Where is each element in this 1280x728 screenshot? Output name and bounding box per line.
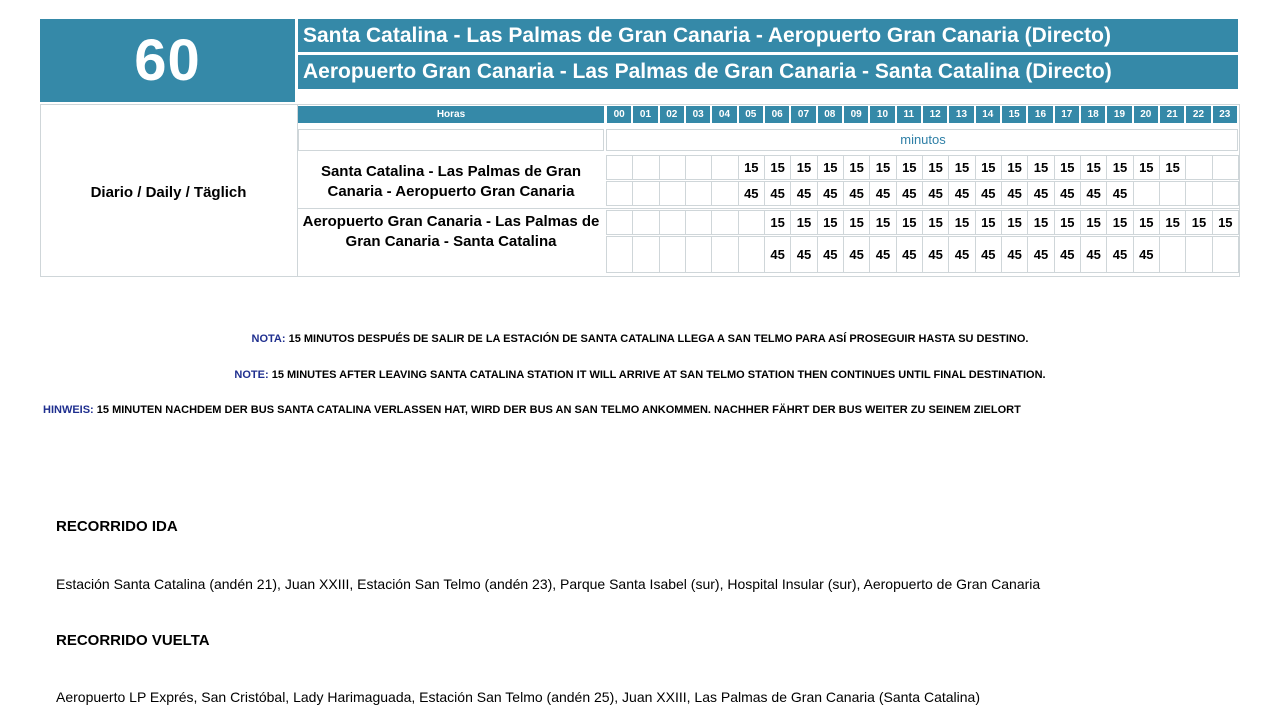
- minute-cell: 15: [922, 210, 949, 235]
- hour-cell-17: 17: [1055, 106, 1079, 123]
- minute-cell: 15: [790, 210, 817, 235]
- minute-cell: 45: [817, 181, 844, 206]
- minute-cell: [606, 181, 633, 206]
- note-es: [0, 333, 1280, 345]
- minute-cell: [685, 236, 712, 273]
- minute-cell: 15: [869, 155, 896, 180]
- note-text: 15 MINUTEN NACHDEM DER BUS SANTA CATALINA VERLASSEN HAT, WIRD DER BUS AN SAN TELMO ANKOMMEN. NACHHER FÄHRT DER BUS WEITER ZU SEINEM ZIELORT: [93, 404, 1021, 416]
- minute-cell: 15: [1001, 155, 1028, 180]
- header-spacer: [298, 129, 604, 151]
- minute-cell: 15: [1080, 210, 1107, 235]
- hour-cell-14: 14: [976, 106, 1000, 123]
- minute-cell: [738, 236, 765, 273]
- minute-cell: 45: [1080, 181, 1107, 206]
- minute-cell: [711, 181, 738, 206]
- direction-label-outbound: Santa Catalina - Las Palmas de Gran Canaria - Aeropuerto Gran Canaria: [320, 163, 582, 200]
- minute-cell: [606, 155, 633, 180]
- minute-cell: [1159, 181, 1186, 206]
- minute-cell: 45: [896, 181, 923, 206]
- recorrido-vuelta-title: RECORRIDO VUELTA: [56, 632, 210, 649]
- route-title-return: Aeropuerto Gran Canaria - Las Palmas de Gran Canaria - Santa Catalina (Directo): [298, 55, 1238, 89]
- minute-cell: 45: [817, 236, 844, 273]
- minute-cell: 15: [1054, 155, 1081, 180]
- minute-cell: 15: [764, 210, 791, 235]
- note-label: NOTE:: [234, 369, 269, 381]
- minute-cell: 45: [869, 236, 896, 273]
- hour-cell-22: 22: [1186, 106, 1210, 123]
- minute-cell: [711, 155, 738, 180]
- minute-cell: 15: [1185, 210, 1212, 235]
- day-label: Diario / Daily / Täglich: [90, 184, 247, 201]
- minute-cell: [711, 210, 738, 235]
- minute-cell: 15: [1054, 210, 1081, 235]
- minute-cell: [1212, 181, 1239, 206]
- minute-cell: 15: [843, 155, 870, 180]
- minute-cell: 45: [738, 181, 765, 206]
- minute-cell: 15: [1001, 210, 1028, 235]
- minute-cell: [659, 181, 686, 206]
- minute-cell: [685, 210, 712, 235]
- hour-cell-21: 21: [1160, 106, 1184, 123]
- minute-cell: 45: [764, 236, 791, 273]
- minute-cell: 15: [1133, 210, 1160, 235]
- hour-cell-20: 20: [1134, 106, 1158, 123]
- hour-cell-11: 11: [897, 106, 921, 123]
- minute-cell: [606, 210, 633, 235]
- minute-cell: 15: [896, 210, 923, 235]
- minute-cell: 15: [975, 155, 1002, 180]
- minute-cell: 45: [1001, 181, 1028, 206]
- minute-cell: 15: [896, 155, 923, 180]
- route-title-outbound: Santa Catalina - Las Palmas de Gran Canaria - Aeropuerto Gran Canaria (Directo): [298, 19, 1238, 52]
- hour-cell-15: 15: [1002, 106, 1026, 123]
- minute-cell: [1185, 155, 1212, 180]
- minute-cell: 45: [948, 181, 975, 206]
- minute-cell: 15: [1080, 155, 1107, 180]
- recorrido-ida-text: Estación Santa Catalina (andén 21), Juan XXIII, Estación San Telmo (andén 23), Parque Santa Isabel (sur), Hospital Insular (sur), Aeropuerto de Gran Canaria: [56, 576, 1041, 592]
- minute-cell: 15: [975, 210, 1002, 235]
- hour-cell-16: 16: [1028, 106, 1052, 123]
- minute-cell: 45: [1027, 181, 1054, 206]
- hour-cell-06: 06: [765, 106, 789, 123]
- minute-cell: 15: [738, 155, 765, 180]
- minute-cell: 15: [817, 155, 844, 180]
- minute-cell: 15: [1027, 210, 1054, 235]
- minute-cell: 45: [869, 181, 896, 206]
- minute-cell: 45: [896, 236, 923, 273]
- minute-cell: [606, 236, 633, 273]
- minute-cell: 45: [1080, 236, 1107, 273]
- minute-cell: 45: [764, 181, 791, 206]
- minute-cell: 45: [843, 181, 870, 206]
- note-en: [0, 369, 1280, 381]
- minute-cell: 45: [948, 236, 975, 273]
- minute-cell: [1185, 236, 1212, 273]
- minute-cell: 45: [1001, 236, 1028, 273]
- minute-cell: 45: [843, 236, 870, 273]
- minute-cell: 45: [1106, 236, 1133, 273]
- recorrido-vuelta-text: Aeropuerto LP Exprés, San Cristóbal, Lady Harimaguada, Estación San Telmo (andén 25), Juan XXIII, Las Palmas de Gran Canaria (Santa Catalina): [56, 689, 980, 705]
- minute-cell: [659, 155, 686, 180]
- minute-cell: [1185, 181, 1212, 206]
- minute-cell: 45: [1106, 181, 1133, 206]
- minute-cell: [1133, 181, 1160, 206]
- note-text: 15 MINUTES AFTER LEAVING SANTA CATALINA STATION IT WILL ARRIVE AT SAN TELMO STATION THEN CONTINUES UNTIL FINAL DESTINATION.: [268, 369, 1046, 381]
- minute-cell: 15: [790, 155, 817, 180]
- minute-cell: 45: [790, 236, 817, 273]
- hour-cell-05: 05: [739, 106, 763, 123]
- minutes-label: minutos: [900, 132, 946, 147]
- minute-cell: 15: [1106, 210, 1133, 235]
- direction-label-return: Aeropuerto Gran Canaria - Las Palmas de Gran Canaria - Santa Catalina: [302, 213, 600, 250]
- note-label: NOTA:: [251, 333, 286, 345]
- hour-cell-01: 01: [633, 106, 657, 123]
- minute-cell: 15: [1133, 155, 1160, 180]
- minute-cell: [659, 236, 686, 273]
- minute-cell: [1212, 155, 1239, 180]
- minute-cell: 15: [843, 210, 870, 235]
- hours-header: Horas: [298, 106, 604, 123]
- minute-cell: 45: [790, 181, 817, 206]
- minute-cell: 45: [922, 236, 949, 273]
- note-de: [43, 404, 1021, 416]
- minute-cell: 15: [869, 210, 896, 235]
- minute-cell: 15: [1212, 210, 1239, 235]
- hour-cell-08: 08: [818, 106, 842, 123]
- minute-cell: 15: [1027, 155, 1054, 180]
- hour-cell-09: 09: [844, 106, 868, 123]
- minute-cell: [632, 236, 659, 273]
- minute-cell: [1159, 236, 1186, 273]
- minute-cell: [685, 155, 712, 180]
- minute-cell: 45: [1054, 236, 1081, 273]
- minute-cell: [632, 210, 659, 235]
- route-number: 60: [40, 19, 295, 102]
- minute-cell: 45: [1133, 236, 1160, 273]
- hour-cell-12: 12: [923, 106, 947, 123]
- hour-cell-00: 00: [607, 106, 631, 123]
- minute-cell: 45: [1054, 181, 1081, 206]
- minute-cell: 15: [817, 210, 844, 235]
- minute-cell: 15: [1159, 210, 1186, 235]
- hour-cell-23: 23: [1213, 106, 1237, 123]
- minute-cell: 15: [948, 210, 975, 235]
- minute-cell: 15: [922, 155, 949, 180]
- minute-cell: [711, 236, 738, 273]
- minute-cell: [632, 155, 659, 180]
- hour-cell-10: 10: [870, 106, 894, 123]
- hour-cell-19: 19: [1107, 106, 1131, 123]
- minute-cell: [738, 210, 765, 235]
- minute-cell: 45: [922, 181, 949, 206]
- note-text: 15 MINUTOS DESPUÉS DE SALIR DE LA ESTACIÓN DE SANTA CATALINA LLEGA A SAN TELMO PARA ASÍ PROSEGUIR HASTA SU DESTINO.: [285, 333, 1029, 345]
- hour-cell-02: 02: [660, 106, 684, 123]
- hour-cell-03: 03: [686, 106, 710, 123]
- recorrido-ida-title: RECORRIDO IDA: [56, 518, 178, 535]
- minute-cell: [685, 181, 712, 206]
- minute-cell: 15: [1106, 155, 1133, 180]
- hour-cell-04: 04: [712, 106, 736, 123]
- minute-cell: [632, 181, 659, 206]
- minute-cell: 45: [975, 181, 1002, 206]
- note-label: HINWEIS:: [43, 404, 94, 416]
- minute-cell: 15: [1159, 155, 1186, 180]
- hour-cell-13: 13: [949, 106, 973, 123]
- minute-cell: 45: [975, 236, 1002, 273]
- minute-cell: 15: [764, 155, 791, 180]
- hour-cell-18: 18: [1081, 106, 1105, 123]
- minute-cell: 15: [948, 155, 975, 180]
- hour-cell-07: 07: [791, 106, 815, 123]
- minute-cell: [1212, 236, 1239, 273]
- direction-divider: [298, 208, 1240, 209]
- schedule-table: [40, 104, 1240, 277]
- minute-cell: [659, 210, 686, 235]
- minute-cell: 45: [1027, 236, 1054, 273]
